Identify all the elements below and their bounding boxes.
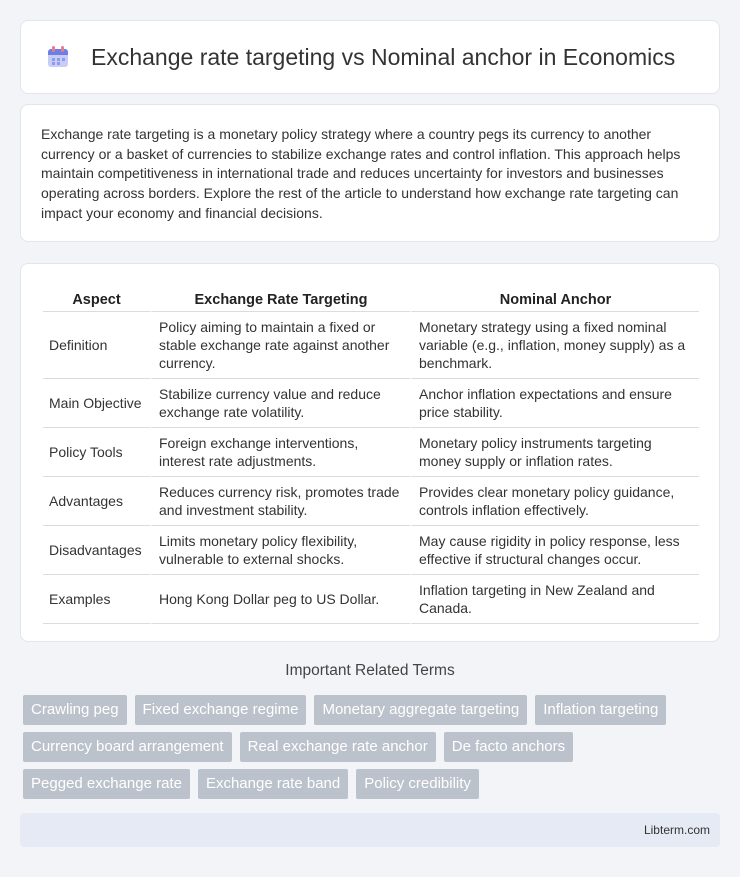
intro-card bbox=[20, 104, 720, 242]
header-nominal-anchor: Nominal Anchor bbox=[410, 284, 699, 312]
page-title: Exchange rate targeting vs Nominal anchor in Economics bbox=[91, 43, 676, 70]
tag-row bbox=[23, 695, 723, 725]
tag-real-exchange-rate-anchor[interactable]: Real exchange rate anchor bbox=[240, 732, 436, 762]
tag-exchange-rate-band[interactable]: Exchange rate band bbox=[198, 769, 348, 799]
row-aspect: Disadvantages bbox=[43, 526, 150, 575]
row-exchange-rate-targeting: Stabilize currency value and reduce exchange rate volatility. bbox=[150, 379, 410, 428]
table-row bbox=[43, 575, 699, 624]
row-exchange-rate-targeting: Limits monetary policy flexibility, vulnerable to external shocks. bbox=[150, 526, 410, 575]
row-nominal-anchor: Monetary policy instruments targeting money supply or inflation rates. bbox=[410, 428, 699, 477]
title-card bbox=[20, 20, 720, 94]
table-row bbox=[43, 379, 699, 428]
tag-pegged-exchange-rate[interactable]: Pegged exchange rate bbox=[23, 769, 190, 799]
row-nominal-anchor: Provides clear monetary policy guidance, controls inflation effectively. bbox=[410, 477, 699, 526]
footer bbox=[20, 813, 720, 847]
row-aspect: Main Objective bbox=[43, 379, 150, 428]
row-aspect: Definition bbox=[43, 312, 150, 379]
row-aspect: Advantages bbox=[43, 477, 150, 526]
tag-fixed-exchange-regime[interactable]: Fixed exchange regime bbox=[135, 695, 307, 725]
table-row bbox=[43, 477, 699, 526]
table-row bbox=[43, 526, 699, 575]
tag-row bbox=[23, 769, 723, 799]
intro-paragraph: Exchange rate targeting is a monetary policy strategy where a country pegs its currency to another currency or a basket of currencies to stabilize exchange rates and control inflation. This approach helps maintain competitiveness in international trade and reduces uncertainty for investors and businesses operating across borders. Explore the rest of the article to understand how exchange rate targeting can impact your economy and financial decisions. bbox=[41, 126, 681, 221]
comparison-card bbox=[20, 263, 720, 642]
table-header-row bbox=[43, 284, 699, 312]
row-exchange-rate-targeting: Reduces currency risk, promotes trade and investment stability. bbox=[150, 477, 410, 526]
row-exchange-rate-targeting: Foreign exchange interventions, interest rate adjustments. bbox=[150, 428, 410, 477]
header-exchange-rate-targeting: Exchange Rate Targeting bbox=[150, 284, 410, 312]
row-nominal-anchor: Anchor inflation expectations and ensure price stability. bbox=[410, 379, 699, 428]
related-terms-list bbox=[23, 695, 723, 806]
row-aspect: Policy Tools bbox=[43, 428, 150, 477]
tag-monetary-aggregate-targeting[interactable]: Monetary aggregate targeting bbox=[314, 695, 527, 725]
row-aspect: Examples bbox=[43, 575, 150, 624]
tag-crawling-peg[interactable]: Crawling peg bbox=[23, 695, 127, 725]
table-row bbox=[43, 428, 699, 477]
tag-currency-board-arrangement[interactable]: Currency board arrangement bbox=[23, 732, 232, 762]
row-exchange-rate-targeting: Policy aiming to maintain a fixed or stable exchange rate against another currency. bbox=[150, 312, 410, 379]
tag-de-facto-anchors[interactable]: De facto anchors bbox=[444, 732, 573, 762]
row-nominal-anchor: Monetary strategy using a fixed nominal variable (e.g., inflation, money supply) as a benchmark. bbox=[410, 312, 699, 379]
row-exchange-rate-targeting: Hong Kong Dollar peg to US Dollar. bbox=[150, 575, 410, 624]
footer-site-link[interactable]: Libterm.com bbox=[643, 823, 710, 837]
comparison-table bbox=[43, 284, 699, 624]
header-aspect: Aspect bbox=[43, 284, 150, 312]
row-nominal-anchor: May cause rigidity in policy response, less effective if structural changes occur. bbox=[410, 526, 699, 575]
tag-row bbox=[23, 732, 723, 762]
related-terms-title: Important Related Terms bbox=[285, 662, 455, 679]
table-row bbox=[43, 312, 699, 379]
tag-policy-credibility[interactable]: Policy credibility bbox=[356, 769, 479, 799]
tag-inflation-targeting[interactable]: Inflation targeting bbox=[535, 695, 666, 725]
row-nominal-anchor: Inflation targeting in New Zealand and Canada. bbox=[410, 575, 699, 624]
calendar-icon bbox=[45, 44, 71, 70]
